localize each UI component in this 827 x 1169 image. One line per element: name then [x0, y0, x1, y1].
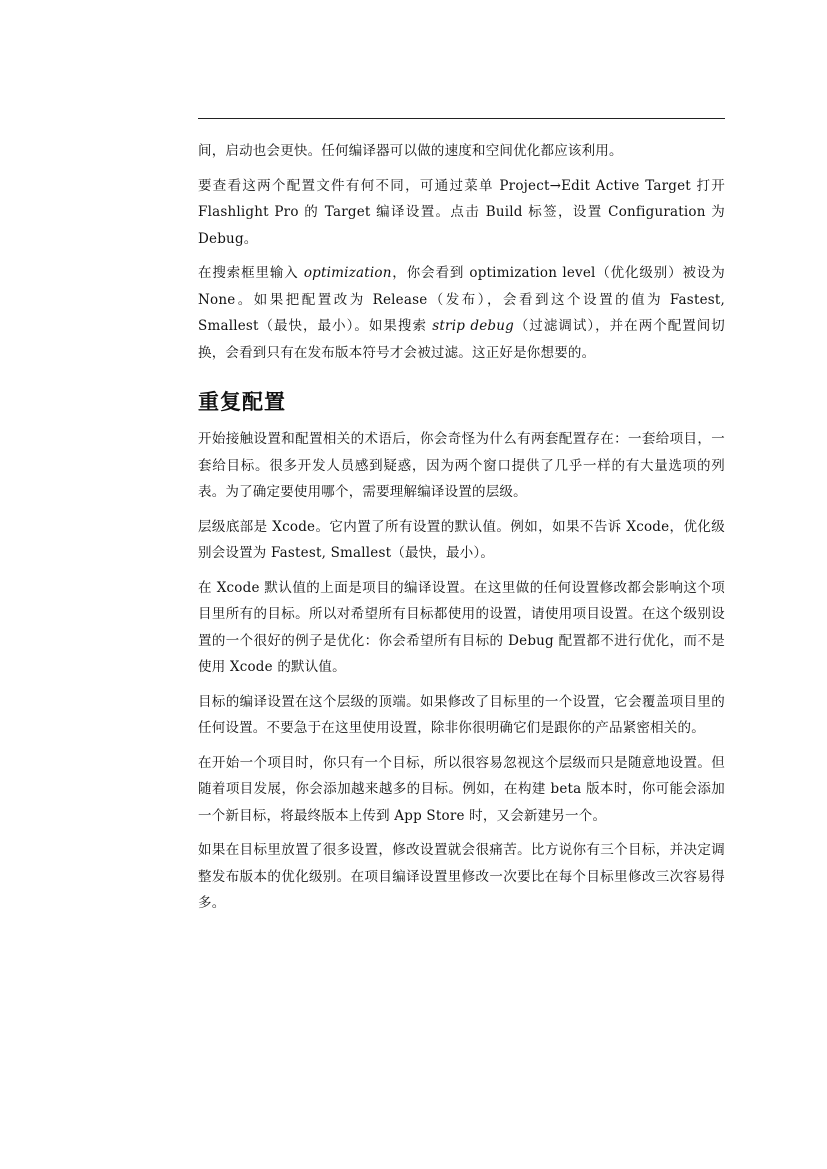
paragraph: 层级底部是 Xcode。它内置了所有设置的默认值。例如，如果不告诉 Xcode，优化级别会设置为 Fastest, Smallest（最快，最小）。: [198, 518, 725, 561]
paragraph: 间，启动也会更快。任何编译器可以做的速度和空间优化都应该利用。: [198, 143, 623, 159]
paragraph: 开始接触设置和配置相关的术语后，你会奇怪为什么有两套配置存在：一套给项目，一套给目标。很多开发人员感到疑惑，因为两个窗口提供了几乎一样的有大量选项的列表。为了确定要使用哪个，需要理解编译设置的层级。: [198, 431, 725, 500]
paragraph: 要查看这两个配置文件有何不同，可通过菜单 Project→Edit Active Target 打开 Flashlight Pro 的 Target 编译设置。点击 Build 标签，设置 Configuration 为 Debug。: [198, 177, 725, 247]
paragraph: [198, 260, 725, 366]
search-term: optimization: [303, 265, 392, 281]
paragraph-text: ，你会看到 optimization level（优化级别）被设为 None。如果把配置改为 Release（发布），会看到这个设置的值为 Fastest, Smallest（最快，最小）。如果搜索: [198, 265, 725, 334]
header-rule: [198, 118, 725, 119]
paragraph: 在 Xcode 默认值的上面是项目的编译设置。在这里做的任何设置修改都会影响这个项目里所有的目标。所以对希望所有目标都使用的设置，请使用项目设置。在这个级别设置的一个很好的例子是优化：你会希望所有目标的 Debug 配置都不进行优化，而不是使用 Xcode 的默认值。: [198, 579, 725, 675]
paragraph-text: （过滤调试），并在两个配置间切换，会看到只有在发布版本符号才会被过滤。这正好是你想要的。: [198, 318, 725, 361]
paragraph: 目标的编译设置在这个层级的顶端。如果修改了目标里的一个设置，它会覆盖项目里的任何设置。不要急于在这里使用设置，除非你很明确它们是跟你的产品紧密相关的。: [198, 693, 725, 736]
paragraph: 如果在目标里放置了很多设置，修改设置就会很痛苦。比方说你有三个目标，并决定调整发布版本的优化级别。在项目编译设置里修改一次要比在每个目标里修改三次容易得多。: [198, 842, 725, 911]
section-title: 重复配置: [198, 390, 286, 414]
paragraph: 在开始一个项目时，你只有一个目标，所以很容易忽视这个层级而只是随意地设置。但随着项目发展，你会添加越来越多的目标。例如，在构建 beta 版本时，你可能会添加一个新目标，将最终版本上传到 App Store 时，又会新建另一个。: [198, 754, 725, 824]
page-body: [198, 138, 725, 925]
search-term: strip debug: [432, 318, 514, 334]
paragraph-text: 在搜索框里输入: [198, 265, 304, 281]
